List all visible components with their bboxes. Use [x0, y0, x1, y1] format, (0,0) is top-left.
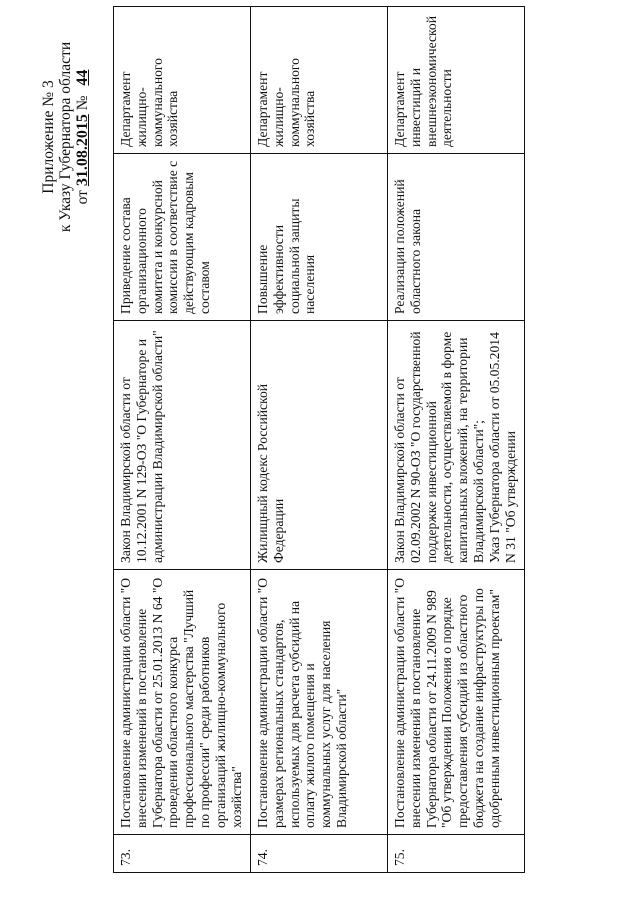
- table-row: [251, 7, 388, 873]
- responsible-department: Департамент инвестиций и внешнеэкономической деятельности: [388, 7, 525, 154]
- act-goal: Повышение эффективности социальной защиты населения: [251, 154, 388, 321]
- decree-number: 44: [74, 69, 91, 86]
- legal-basis: Жилищный кодекс Российской Федерации: [251, 321, 388, 570]
- date-prefix: от: [74, 190, 91, 205]
- row-number: 75.: [388, 835, 525, 873]
- responsible-department: Департамент жилищно-коммунального хозяйства: [114, 7, 251, 154]
- act-goal: Приведение состава организационного комитета и конкурсной комиссии в соответствие с действующим кадровым составом: [114, 154, 251, 321]
- acts-table: [113, 6, 525, 873]
- table-row: [114, 7, 251, 873]
- decree-date-line: [74, 2, 91, 272]
- row-number: 74.: [251, 835, 388, 873]
- document-header: [40, 2, 91, 272]
- act-title: Постановление администрации области "О внесении изменений в постановление Губернатора области от 24.11.2009 N 989 "Об утверждении Положения о порядке предоставления субсидий из областного бюджета на создание инфраструктуры по одобренным инвестиционным проектам": [388, 570, 525, 835]
- appendix-title: Приложение № 3: [40, 80, 57, 194]
- decree-reference: к Указу Губернатора области: [57, 41, 74, 233]
- table-row: [388, 7, 525, 873]
- number-prefix: №: [74, 95, 91, 111]
- legal-basis: Закон Владимирской области от 02.09.2002 N 90-ОЗ "О государственной поддержке инвестиционной деятельности, осуществляемой в форме капитальных вложений, на территории Владимирской области"; Указ Губернатора области от 05.05.2014 N 31 "Об утверждении: [388, 321, 525, 570]
- legal-basis: Закон Владимирской области от 10.12.2001 N 129-ОЗ "О Губернаторе и администрации Владимирской области": [114, 321, 251, 570]
- responsible-department: Департамент жилищно-коммунального хозяйства: [251, 7, 388, 154]
- decree-date: 31.08.2015: [74, 114, 91, 187]
- act-goal: Реализации положений областного закона: [388, 154, 525, 321]
- act-title: Постановление администрации области "О размерах региональных стандартов, используемых для расчета субсидий на оплату жилого помещения и коммунальных услуг для населения Владимирской области": [251, 570, 388, 835]
- act-title: Постановление администрации области "О внесении изменений в постановление Губернатора области от 25.01.2013 N 64 "О проведении областного конкурса профессионального мастерства "Лучший по профессии" среди работников организаций жилищно-коммунального хозяйства": [114, 570, 251, 835]
- row-number: 73.: [114, 835, 251, 873]
